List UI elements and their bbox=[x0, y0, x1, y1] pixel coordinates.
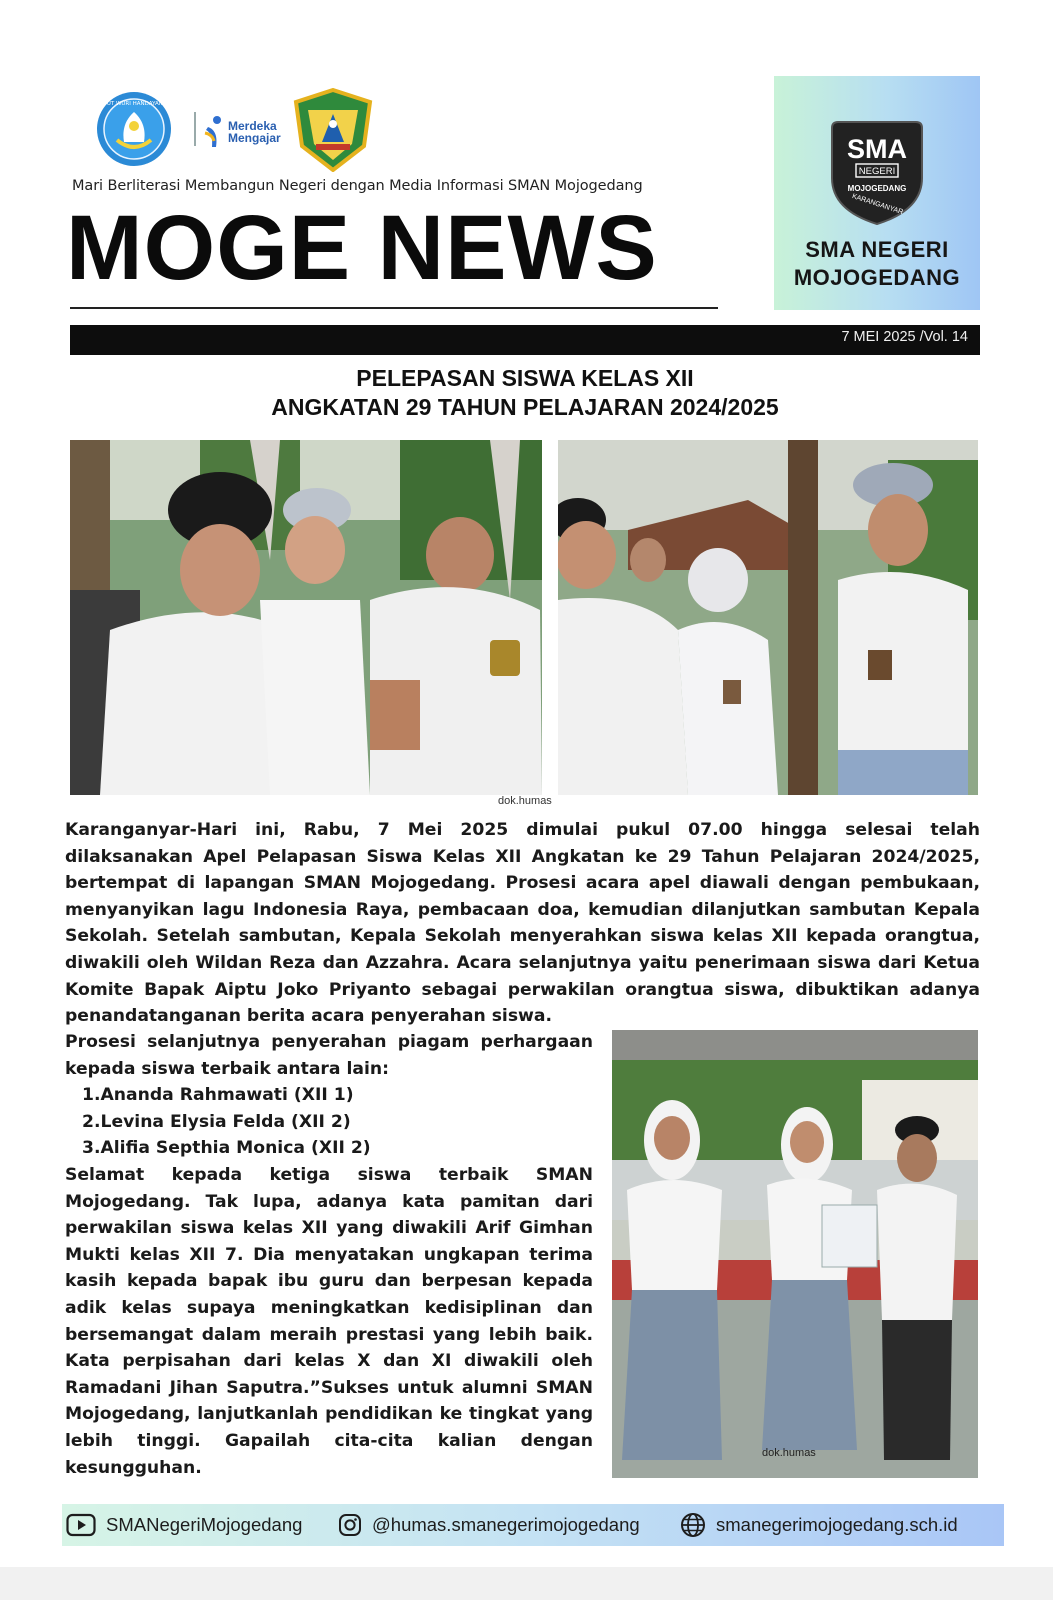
masthead-title: MOGE NEWS bbox=[66, 197, 658, 299]
school-shield-logo bbox=[824, 116, 930, 228]
school-name-line2: MOJOGEDANG bbox=[793, 265, 961, 290]
mengajar-label: Mengajar bbox=[228, 131, 281, 145]
photo-credit: dok.humas bbox=[498, 795, 552, 807]
photo-putting-on-cap bbox=[558, 440, 978, 795]
instagram-handle: @humas.smanegerimojogedang bbox=[372, 1514, 640, 1535]
article-headline bbox=[70, 364, 980, 422]
photo-pinning-badge bbox=[70, 440, 542, 795]
headline-line1: PELEPASAN SISWA KELAS XII bbox=[356, 365, 694, 391]
masthead-divider bbox=[70, 307, 718, 309]
jawa-tengah-emblem bbox=[292, 88, 374, 172]
school-name-line1: SMA NEGERI bbox=[805, 237, 949, 262]
headline-line2: ANGKATAN 29 TAHUN PELAJARAN 2024/2025 bbox=[271, 394, 779, 420]
article-paragraph-3: Selamat kepada ketiga siswa terbaik SMAN Mojogedang. Tak lupa, adanya kata pamitan dari perwakilan siswa kelas XII yang diwakili Arif Gimhan Mukti kelas XII 7. Dia menyatakan ungkapan terima kasih kepada bapak ibu guru dan berpesan kepada adik kelas supaya meningkatkan kedisiplinan dan bersemangat dalam meraih prestasi yang lebih baik. Kata perpisahan dari kelas X dan XI diwakili oleh Ramadani Jihan Saputra.”Sukses untuk alumni SMAN Mojogedang, lanjutkanlah pendidikan ke tingkat yang lebih tinggi. Gapailah cita-cita kalian dengan kesungguhan. bbox=[65, 1165, 593, 1478]
kemdikbud-motto: TUT WURI HANDAYANI bbox=[103, 101, 165, 107]
website-url: smanegerimojogedang.sch.id bbox=[716, 1514, 958, 1535]
instagram-icon bbox=[338, 1513, 362, 1537]
youtube-handle: SMANegeriMojogedang bbox=[106, 1514, 303, 1535]
logo-divider bbox=[194, 112, 196, 146]
shield-negeri-text: NEGERI bbox=[858, 166, 896, 177]
school-name bbox=[774, 236, 980, 292]
merdeka-mengajar-icon bbox=[204, 115, 224, 149]
photo-credit-2: dok.humas bbox=[762, 1447, 816, 1459]
youtube-link[interactable] bbox=[66, 1504, 302, 1546]
shield-karanganyar-text: KARANGANYAR bbox=[851, 193, 904, 217]
social-footer bbox=[62, 1504, 1004, 1546]
issue-date-bar bbox=[70, 325, 980, 355]
shield-sma-text: SMA bbox=[847, 134, 907, 164]
kemdikbud-logo bbox=[95, 90, 173, 168]
award-item: 1.Ananda Rahmawati (XII 1) bbox=[82, 1085, 354, 1105]
website-link[interactable] bbox=[680, 1504, 958, 1546]
tagline: Mari Berliterasi Membangun Negeri dengan Media Informasi SMAN Mojogedang bbox=[72, 178, 643, 194]
article-paragraph-2: Prosesi selanjutnya penyerahan piagam perhargaan kepada siswa terbaik antara lain: bbox=[65, 1032, 593, 1079]
merdeka-label: Merdeka bbox=[228, 119, 277, 133]
award-item: 2.Levina Elysia Felda (XII 2) bbox=[82, 1111, 351, 1132]
issue-date-volume: 7 MEI 2025 /Vol. 14 bbox=[841, 329, 968, 345]
merdeka-mengajar-logo bbox=[204, 112, 281, 152]
article-paragraph-1: Karanganyar-Hari ini, Rabu, 7 Mei 2025 dimulai pukul 07.00 hingga selesai telah dilaksanakan Apel Pelapasan Siswa Kelas XII Angkatan ke 29 Tahun Pelajaran 2024/2025, bertempat di lapangan SMAN Mojogedang. Prosesi acara apel diawali dengan pembukaan, menyanyikan lagu Indonesia Raya, pembacaan doa, kemudian dilanjutkan sambutan Kepala Sekolah. Setelah sambutan, Kepala Sekolah menyerahkan siswa kelas XII kepada orangtua, diwakili oleh Wildan Reza dan Azzahra. Acara selanjutnya yaitu penerimaan siswa dari Ketua Komite Bapak Aiptu Joko Priyanto sebagai perwakilan orangtua siswa, dibuktikan adanya penandatanganan berita acara penyerahan siswa. bbox=[65, 820, 980, 1027]
award-item: 3.Alifia Septhia Monica (XII 2) bbox=[82, 1138, 371, 1159]
school-badge-panel bbox=[774, 76, 980, 310]
globe-icon bbox=[680, 1512, 706, 1538]
youtube-icon bbox=[66, 1513, 96, 1537]
shield-mojogedang-text: MOJOGEDANG bbox=[847, 184, 907, 193]
instagram-link[interactable] bbox=[338, 1504, 640, 1546]
awards-list bbox=[82, 1082, 371, 1162]
bottom-strip bbox=[0, 1567, 1053, 1600]
photo-award-certificate bbox=[612, 1030, 978, 1478]
